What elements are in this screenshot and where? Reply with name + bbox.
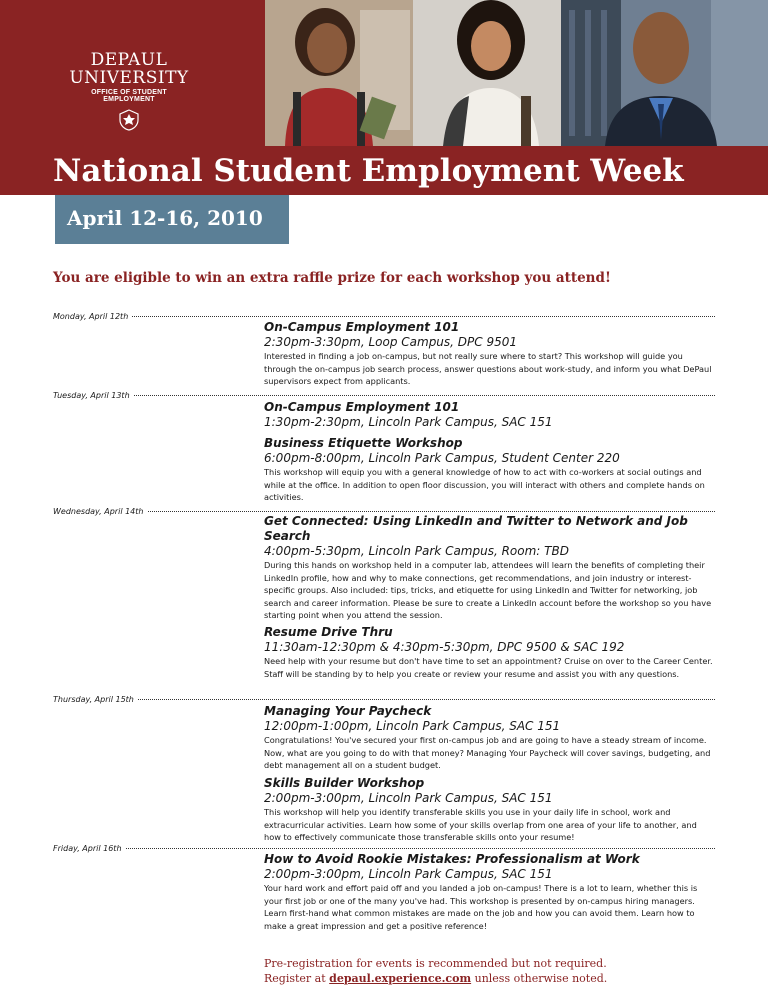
- day-label: Tuesday, April 13th: [53, 390, 134, 401]
- event-item: [264, 400, 716, 429]
- dotted-divider: [53, 316, 715, 317]
- event-time: 6:00pm-8:00pm, Lincoln Park Campus, Student Center 220: [264, 451, 620, 465]
- event-description: This workshop will help you identify transferable skills you use in your daily life in school, work and extracurricular activities. Learn how some of your skills overlap from one area of your life to another, and how to effectively communicate those transferable skills onto your resume!: [264, 807, 697, 842]
- dotted-divider: [53, 699, 715, 700]
- event-title: Business Etiquette Workshop: [264, 436, 463, 450]
- logo-line-3: OFFICE OF STUDENT EMPLOYMENT: [91, 89, 167, 103]
- logo-line-1: DEPAUL: [90, 50, 168, 70]
- day-label: Thursday, April 15th: [53, 694, 138, 705]
- register-suffix: unless otherwise noted.: [474, 972, 608, 985]
- logo-line-2: UNIVERSITY: [69, 68, 189, 88]
- event-title: Get Connected: Using LinkedIn and Twitter to Network and Job Search: [264, 514, 688, 543]
- event-item: [264, 776, 716, 844]
- registration-note: [264, 956, 607, 986]
- event-time: 12:00pm-1:00pm, Lincoln Park Campus, SAC 151: [264, 719, 561, 733]
- event-item: [264, 436, 716, 504]
- event-title: How to Avoid Rookie Mistakes: Professionalism at Work: [264, 852, 640, 866]
- photo-student-3: [561, 0, 768, 146]
- dotted-divider: [53, 395, 715, 396]
- event-item: [264, 704, 716, 772]
- event-title: Resume Drive Thru: [264, 625, 393, 639]
- page-title: National Student Employment Week: [53, 153, 684, 189]
- dotted-divider: [53, 511, 715, 512]
- header-band: [0, 0, 768, 195]
- event-description: Interested in finding a job on-campus, but not really sure where to start? This workshop will guide you through the on-campus job search process, answer questions about work-study, and inform you what DePaul supervisors expect from applicants.: [264, 351, 712, 386]
- day-label: Wednesday, April 14th: [53, 506, 147, 517]
- photo-student-1: [265, 0, 413, 146]
- event-description: Need help with your resume but don't have time to set an appointment? Cruise on over to the Career Center. Staff will be standing by to help you create or review your resume and assist you with any questions.: [264, 656, 713, 679]
- event-title: Skills Builder Workshop: [264, 776, 425, 790]
- raffle-note: You are eligible to win an extra raffle prize for each workshop you attend!: [53, 270, 611, 286]
- event-description: Your hard work and effort paid off and you landed a job on-campus! There is a lot to learn, whether this is your first job or one of the many you've had. This workshop is presented by on-campus hiring managers. Learn first-hand what common mistakes are made on the job and how you can avoid them. Learn how to make a great impression and get a positive reference!: [264, 883, 698, 931]
- registration-line-1: Pre-registration for events is recommended but not required.: [264, 957, 607, 970]
- event-item: [264, 320, 716, 388]
- event-time: 11:30am-12:30pm & 4:30pm-5:30pm, DPC 9500 & SAC 192: [264, 640, 625, 654]
- depaul-logo: [68, 52, 190, 135]
- event-time: 2:30pm-3:30pm, Loop Campus, DPC 9501: [264, 335, 518, 349]
- registration-link[interactable]: depaul.experience.com: [329, 972, 472, 985]
- event-description: This workshop will equip you with a general knowledge of how to act with co-workers at social outings and while at the office. In addition to open floor discussion, you will interact with others and complete hands on activities.: [264, 467, 705, 502]
- event-time: 4:00pm-5:30pm, Lincoln Park Campus, Room: TBD: [264, 544, 569, 558]
- dotted-divider: [53, 848, 715, 849]
- registration-line-2: [264, 971, 607, 986]
- event-title: Managing Your Paycheck: [264, 704, 432, 718]
- photo-student-2: [413, 0, 561, 146]
- student-photos: [265, 0, 768, 146]
- event-time: 2:00pm-3:00pm, Lincoln Park Campus, SAC 151: [264, 867, 553, 881]
- event-description: During this hands on workshop held in a computer lab, attendees will learn the benefits of completing their LinkedIn profile, how and why to make connections, get recommendations, and join industry or interest-specific groups. Also included: tips, tricks, and etiquette for using LinkedIn and Twitter for networking, job search and career information. Please be sure to create a LinkedIn account before the workshop so you have starting point when you attend the session.: [264, 560, 712, 620]
- event-time: 1:30pm-2:30pm, Lincoln Park Campus, SAC 151: [264, 415, 553, 429]
- date-banner: [55, 195, 289, 244]
- event-title: On-Campus Employment 101: [264, 400, 460, 414]
- event-item: [264, 625, 716, 680]
- event-item: [264, 852, 716, 932]
- event-description: Congratulations! You've secured your first on-campus job and are going to have a steady stream of income. Now, what are you going to do with that money? Managing Your Paycheck will cover savings, budgeting, and debt management all on a student budget.: [264, 735, 711, 770]
- event-item: [264, 514, 716, 622]
- university-seal-icon: [118, 109, 140, 131]
- register-prefix: Register at: [264, 972, 326, 985]
- day-label: Friday, April 16th: [53, 843, 126, 854]
- event-title: On-Campus Employment 101: [264, 320, 460, 334]
- event-time: 2:00pm-3:00pm, Lincoln Park Campus, SAC 151: [264, 791, 553, 805]
- date-banner-text: April 12-16, 2010: [67, 206, 263, 230]
- day-label: Monday, April 12th: [53, 311, 132, 322]
